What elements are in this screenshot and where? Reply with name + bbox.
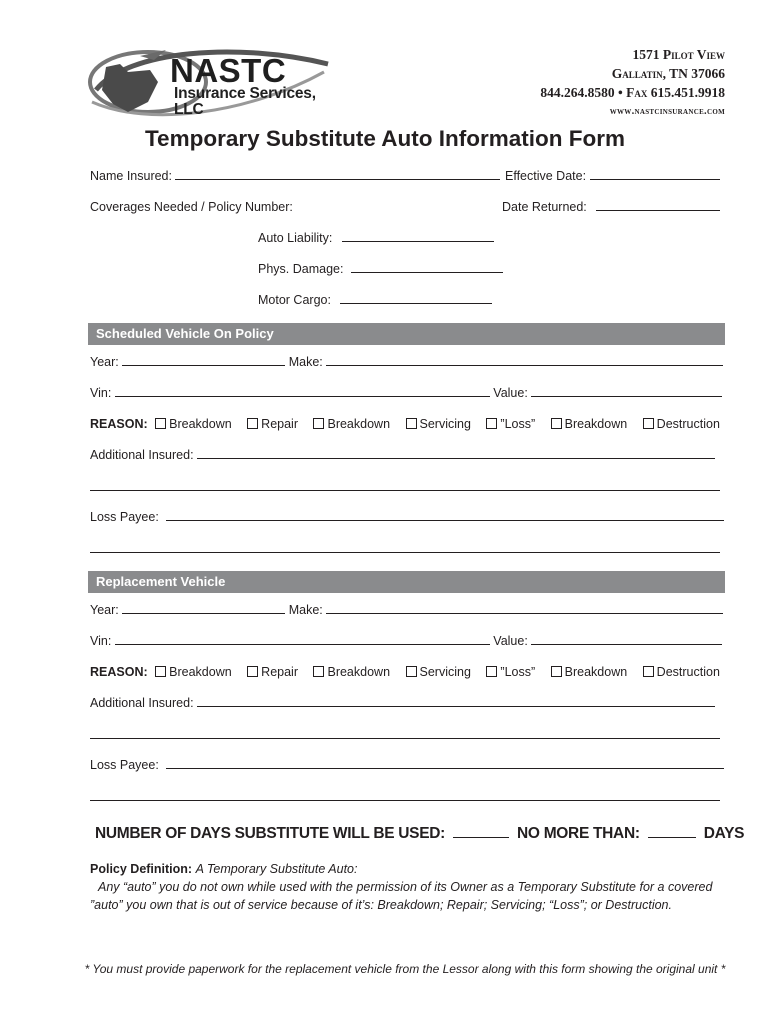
s1-reason-option: Servicing [419, 417, 471, 431]
name-insured-row [90, 168, 500, 184]
s1-reason-option: Repair [261, 417, 298, 431]
s1-vin-row [90, 385, 722, 401]
motor-cargo-row [258, 292, 492, 308]
s1-breakdown-checkbox[interactable] [155, 418, 166, 429]
effective-date-row [505, 168, 720, 184]
s2-make-label: Make: [288, 603, 323, 617]
days-middle: NO MORE THAN: [517, 825, 640, 842]
s2-loss-payee-line2[interactable] [90, 800, 720, 801]
s2-make-field[interactable] [326, 602, 723, 614]
date-returned-row [502, 199, 720, 215]
coverages-label: Coverages Needed / Policy Number: [90, 200, 293, 214]
s1-reason-option: ”Loss” [500, 417, 536, 431]
s1-loss-payee-line2[interactable] [90, 552, 720, 553]
s2-vin-field[interactable] [115, 633, 490, 645]
s2-repair-checkbox[interactable] [247, 666, 258, 677]
s1-year-field[interactable] [122, 354, 285, 366]
logo-subtitle: Insurance Services, LLC [174, 85, 316, 118]
s1-reason-row [90, 416, 720, 432]
auto-liability-label: Auto Liability: [258, 231, 333, 245]
name-insured-field[interactable] [175, 168, 500, 180]
section-heading-replacement: Replacement Vehicle [88, 571, 725, 593]
address-phone: 844.264.8580 • Fax 615.451.9918 [540, 85, 725, 100]
s2-destruction-checkbox[interactable] [643, 666, 654, 677]
s1-make-label: Make: [288, 355, 323, 369]
date-returned-label: Date Returned: [502, 200, 587, 214]
company-address [540, 45, 725, 121]
date-returned-field[interactable] [596, 199, 720, 211]
days-max-field[interactable] [648, 823, 696, 838]
effective-date-field[interactable] [590, 168, 720, 180]
days-prefix: NUMBER OF DAYS SUBSTITUTE WILL BE USED: [95, 825, 445, 842]
s2-loss-checkbox[interactable] [486, 666, 497, 677]
auto-liability-field[interactable] [342, 230, 494, 242]
s2-servicing-checkbox[interactable] [406, 666, 417, 677]
s1-reason-label: REASON: [90, 417, 148, 431]
s2-breakdown-checkbox[interactable] [155, 666, 166, 677]
s2-additional-insured-label: Additional Insured: [90, 696, 194, 710]
s1-additional-insured-row [90, 447, 715, 463]
s2-reason-option: Breakdown [169, 665, 232, 679]
s2-reason-option: Repair [261, 665, 298, 679]
s2-additional-insured-line2[interactable] [90, 738, 720, 739]
s1-additional-insured-label: Additional Insured: [90, 448, 194, 462]
section-heading-scheduled: Scheduled Vehicle On Policy [88, 323, 725, 345]
days-suffix: DAYS [703, 825, 745, 842]
s1-loss-payee-row [90, 509, 724, 525]
s1-loss-payee-label: Loss Payee: [90, 510, 159, 524]
s1-servicing-checkbox[interactable] [406, 418, 417, 429]
phys-damage-row [258, 261, 503, 277]
s1-loss-payee-field[interactable] [166, 509, 724, 521]
s2-reason-option: Destruction [656, 665, 720, 679]
s1-reason-option: Destruction [656, 417, 720, 431]
auto-liability-row [258, 230, 494, 246]
s2-value-field[interactable] [531, 633, 722, 645]
s1-value-field[interactable] [531, 385, 722, 397]
days-used-field[interactable] [453, 823, 509, 838]
name-insured-label: Name Insured: [90, 169, 172, 183]
s2-year-field[interactable] [122, 602, 285, 614]
s1-make-field[interactable] [326, 354, 723, 366]
s1-vin-label: Vin: [90, 386, 112, 400]
s2-loss-payee-row [90, 757, 724, 773]
s2-reason-option: Breakdown [564, 665, 628, 679]
motor-cargo-field[interactable] [340, 292, 492, 304]
s2-breakdown2-checkbox[interactable] [313, 666, 324, 677]
days-row [95, 823, 744, 843]
s2-year-label: Year: [90, 603, 119, 617]
s1-repair-checkbox[interactable] [247, 418, 258, 429]
policy-definition [90, 860, 730, 914]
footer-note: * You must provide paperwork for the replacement vehicle from the Lessor along with this form showing the original unit * [84, 962, 726, 976]
s1-reason-option: Breakdown [169, 417, 232, 431]
s1-year-row [90, 354, 723, 370]
s2-reason-row [90, 664, 720, 680]
s1-breakdown2-checkbox[interactable] [313, 418, 324, 429]
address-website[interactable]: www.nastcinsurance.com [609, 106, 725, 117]
s2-reason-option: Servicing [419, 665, 471, 679]
s1-reason-option: Breakdown [564, 417, 628, 431]
s1-destruction-checkbox[interactable] [643, 418, 654, 429]
s2-additional-insured-field[interactable] [197, 695, 715, 707]
s2-reason-label: REASON: [90, 665, 148, 679]
logo-name: NASTC [170, 52, 287, 89]
s2-reason-option: ”Loss” [500, 665, 536, 679]
s2-breakdown3-checkbox[interactable] [551, 666, 562, 677]
motor-cargo-label: Motor Cargo: [258, 293, 331, 307]
s1-year-label: Year: [90, 355, 119, 369]
s2-additional-insured-row [90, 695, 715, 711]
company-logo [88, 42, 338, 120]
s2-value-label: Value: [493, 634, 528, 648]
s2-year-row [90, 602, 723, 618]
effective-date-label: Effective Date: [505, 169, 587, 183]
s1-value-label: Value: [493, 386, 528, 400]
s1-vin-field[interactable] [115, 385, 490, 397]
s2-vin-row [90, 633, 722, 649]
s2-reason-option: Breakdown [327, 665, 391, 679]
policy-definition-body: Any “auto” you do not own while used with the permission of its Owner as a Temporary Substitute for a covered ”auto” you own that is out of service because of it’s: Breakdown; Repair; Servicing; “Loss”; or Destruction. [90, 880, 713, 912]
s2-loss-payee-label: Loss Payee: [90, 758, 159, 772]
phys-damage-field[interactable] [351, 261, 503, 273]
address-city: Gallatin, TN 37066 [611, 66, 725, 81]
s1-additional-insured-field[interactable] [197, 447, 715, 459]
s2-vin-label: Vin: [90, 634, 112, 648]
s1-additional-insured-line2[interactable] [90, 490, 720, 491]
s2-loss-payee-field[interactable] [166, 757, 724, 769]
address-street: 1571 Pilot View [632, 47, 725, 62]
s1-reason-option: Breakdown [327, 417, 391, 431]
phys-damage-label: Phys. Damage: [258, 262, 344, 276]
form-title: Temporary Substitute Auto Information Form [144, 126, 625, 151]
policy-definition-label: Policy Definition: [90, 862, 193, 876]
s1-breakdown3-checkbox[interactable] [551, 418, 562, 429]
s1-loss-checkbox[interactable] [486, 418, 497, 429]
policy-definition-lead: A Temporary Substitute Auto: [195, 862, 358, 876]
